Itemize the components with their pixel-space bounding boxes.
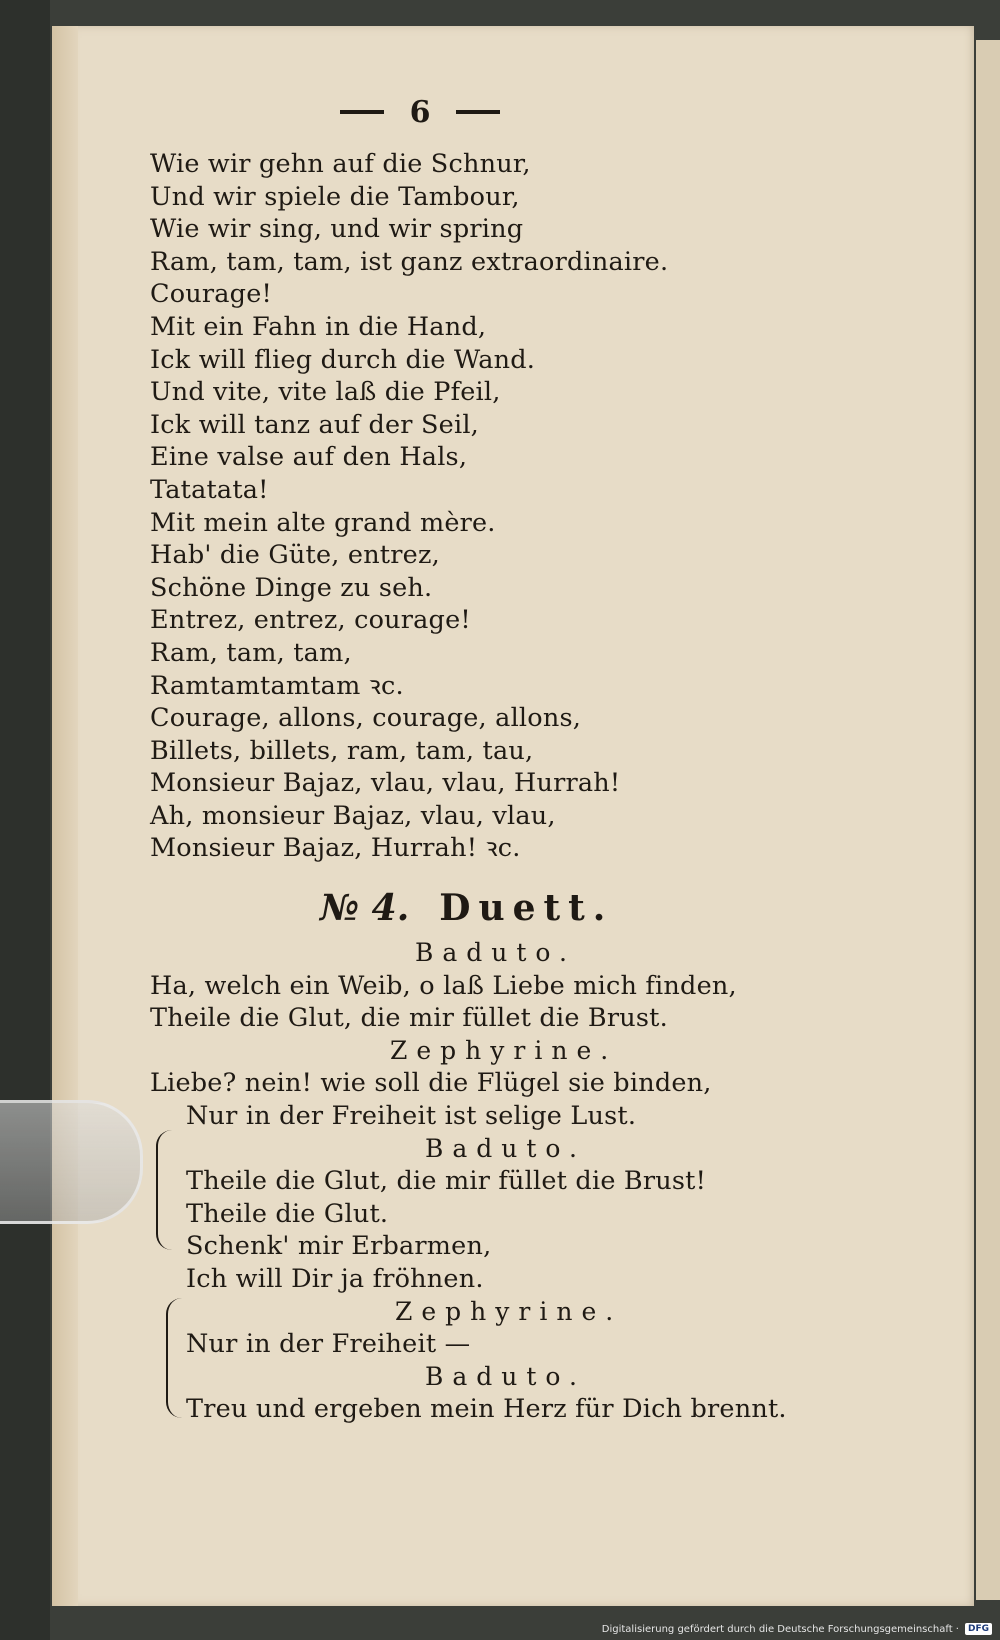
verse-line: Ah, monsieur Bajaz, vlau, vlau, — [150, 800, 556, 831]
verse-line: Monsieur Bajaz, Hurrah! ꝛc. — [150, 833, 521, 864]
page-gutter — [52, 26, 78, 1606]
duet-line: Nur in der Freiheit ist selige Lust. — [186, 1101, 637, 1132]
page-number-value: 6 — [409, 94, 431, 130]
duet-line: Theile die Glut, die mir füllet die Brust! — [186, 1166, 707, 1197]
verse-line: Ram, tam, tam, ist ganz extraordinaire. — [150, 246, 669, 277]
verse-line: Eine valse auf den Hals, — [150, 442, 468, 473]
verse-line: Ramtamtamtam ꝛc. — [150, 670, 404, 701]
verse-line: Billets, billets, ram, tam, tau, — [150, 735, 534, 766]
speaker-name: Zephyrine. — [395, 1296, 623, 1326]
verse-line: Mit mein alte grand mère. — [150, 507, 496, 538]
duet-number: № 4. — [320, 887, 410, 930]
duet-line: Ich will Dir ja fröhnen. — [186, 1264, 484, 1294]
speaker-name: Baduto. — [415, 938, 576, 968]
verse-line: Tatatata! — [150, 474, 269, 505]
duet-line: Ha, welch ein Weib, o laß Liebe mich finden, — [150, 970, 737, 1001]
verse-line: Und vite, vite laß die Pfeil, — [150, 377, 501, 408]
verse-line: Und wir spiele die Tambour, — [150, 181, 520, 212]
footer-credit: Digitalisierung gefördert durch die Deutsche Forschungsgemeinschaft · — [601, 1623, 959, 1635]
next-page-edge — [976, 40, 1000, 1600]
verse-line: Mit ein Fahn in die Hand, — [150, 311, 487, 342]
page-clip — [0, 1100, 143, 1224]
verse-line: Ram, tam, tam, — [150, 637, 352, 668]
verse-line: Ick will flieg durch die Wand. — [150, 344, 536, 375]
duet-line: Theile die Glut. — [186, 1198, 389, 1229]
verse-line: Entrez, entrez, courage! — [150, 605, 471, 636]
speaker-name: Baduto. — [425, 1361, 586, 1391]
verse-line: Wie wir gehn auf die Schnur, — [150, 149, 531, 179]
page-number-dash-right — [456, 110, 500, 114]
page-number-dash-left — [340, 110, 384, 114]
page-number — [210, 88, 630, 136]
duet-title: Duett. — [439, 887, 614, 930]
verse-line: Hab' die Güte, entrez, — [150, 540, 440, 571]
brace-mark — [166, 1298, 182, 1418]
duet-line: Liebe? nein! wie soll die Flügel sie binden, — [150, 1068, 712, 1099]
duet-line: Treu und ergeben mein Herz für Dich brennt. — [186, 1394, 787, 1425]
speaker-name: Baduto. — [425, 1133, 586, 1163]
duet-line: Schenk' mir Erbarmen, — [186, 1231, 492, 1262]
verse-line: Ick will tanz auf der Seil, — [150, 409, 479, 440]
speaker-name: Zephyrine. — [390, 1035, 618, 1065]
page-text — [150, 88, 930, 1426]
verse-line: Schöne Dinge zu seh. — [150, 572, 433, 603]
verse-line: Wie wir sing, und wir spring — [150, 214, 524, 245]
digitization-footer — [602, 1621, 992, 1637]
duet-text — [150, 937, 930, 1426]
verse-line: Courage, allons, courage, allons, — [150, 703, 582, 734]
verse-line: Monsieur Bajaz, vlau, vlau, Hurrah! — [150, 768, 621, 799]
song-verse — [150, 148, 930, 865]
duet-line: Nur in der Freiheit — — [186, 1329, 471, 1360]
duet-heading — [320, 879, 930, 937]
brace-mark — [156, 1130, 174, 1250]
dfg-logo-icon: DFG — [965, 1623, 992, 1635]
book-spine — [0, 0, 50, 1640]
verse-line: Courage! — [150, 279, 272, 310]
duet-line: Theile die Glut, die mir füllet die Brust. — [150, 1003, 668, 1034]
